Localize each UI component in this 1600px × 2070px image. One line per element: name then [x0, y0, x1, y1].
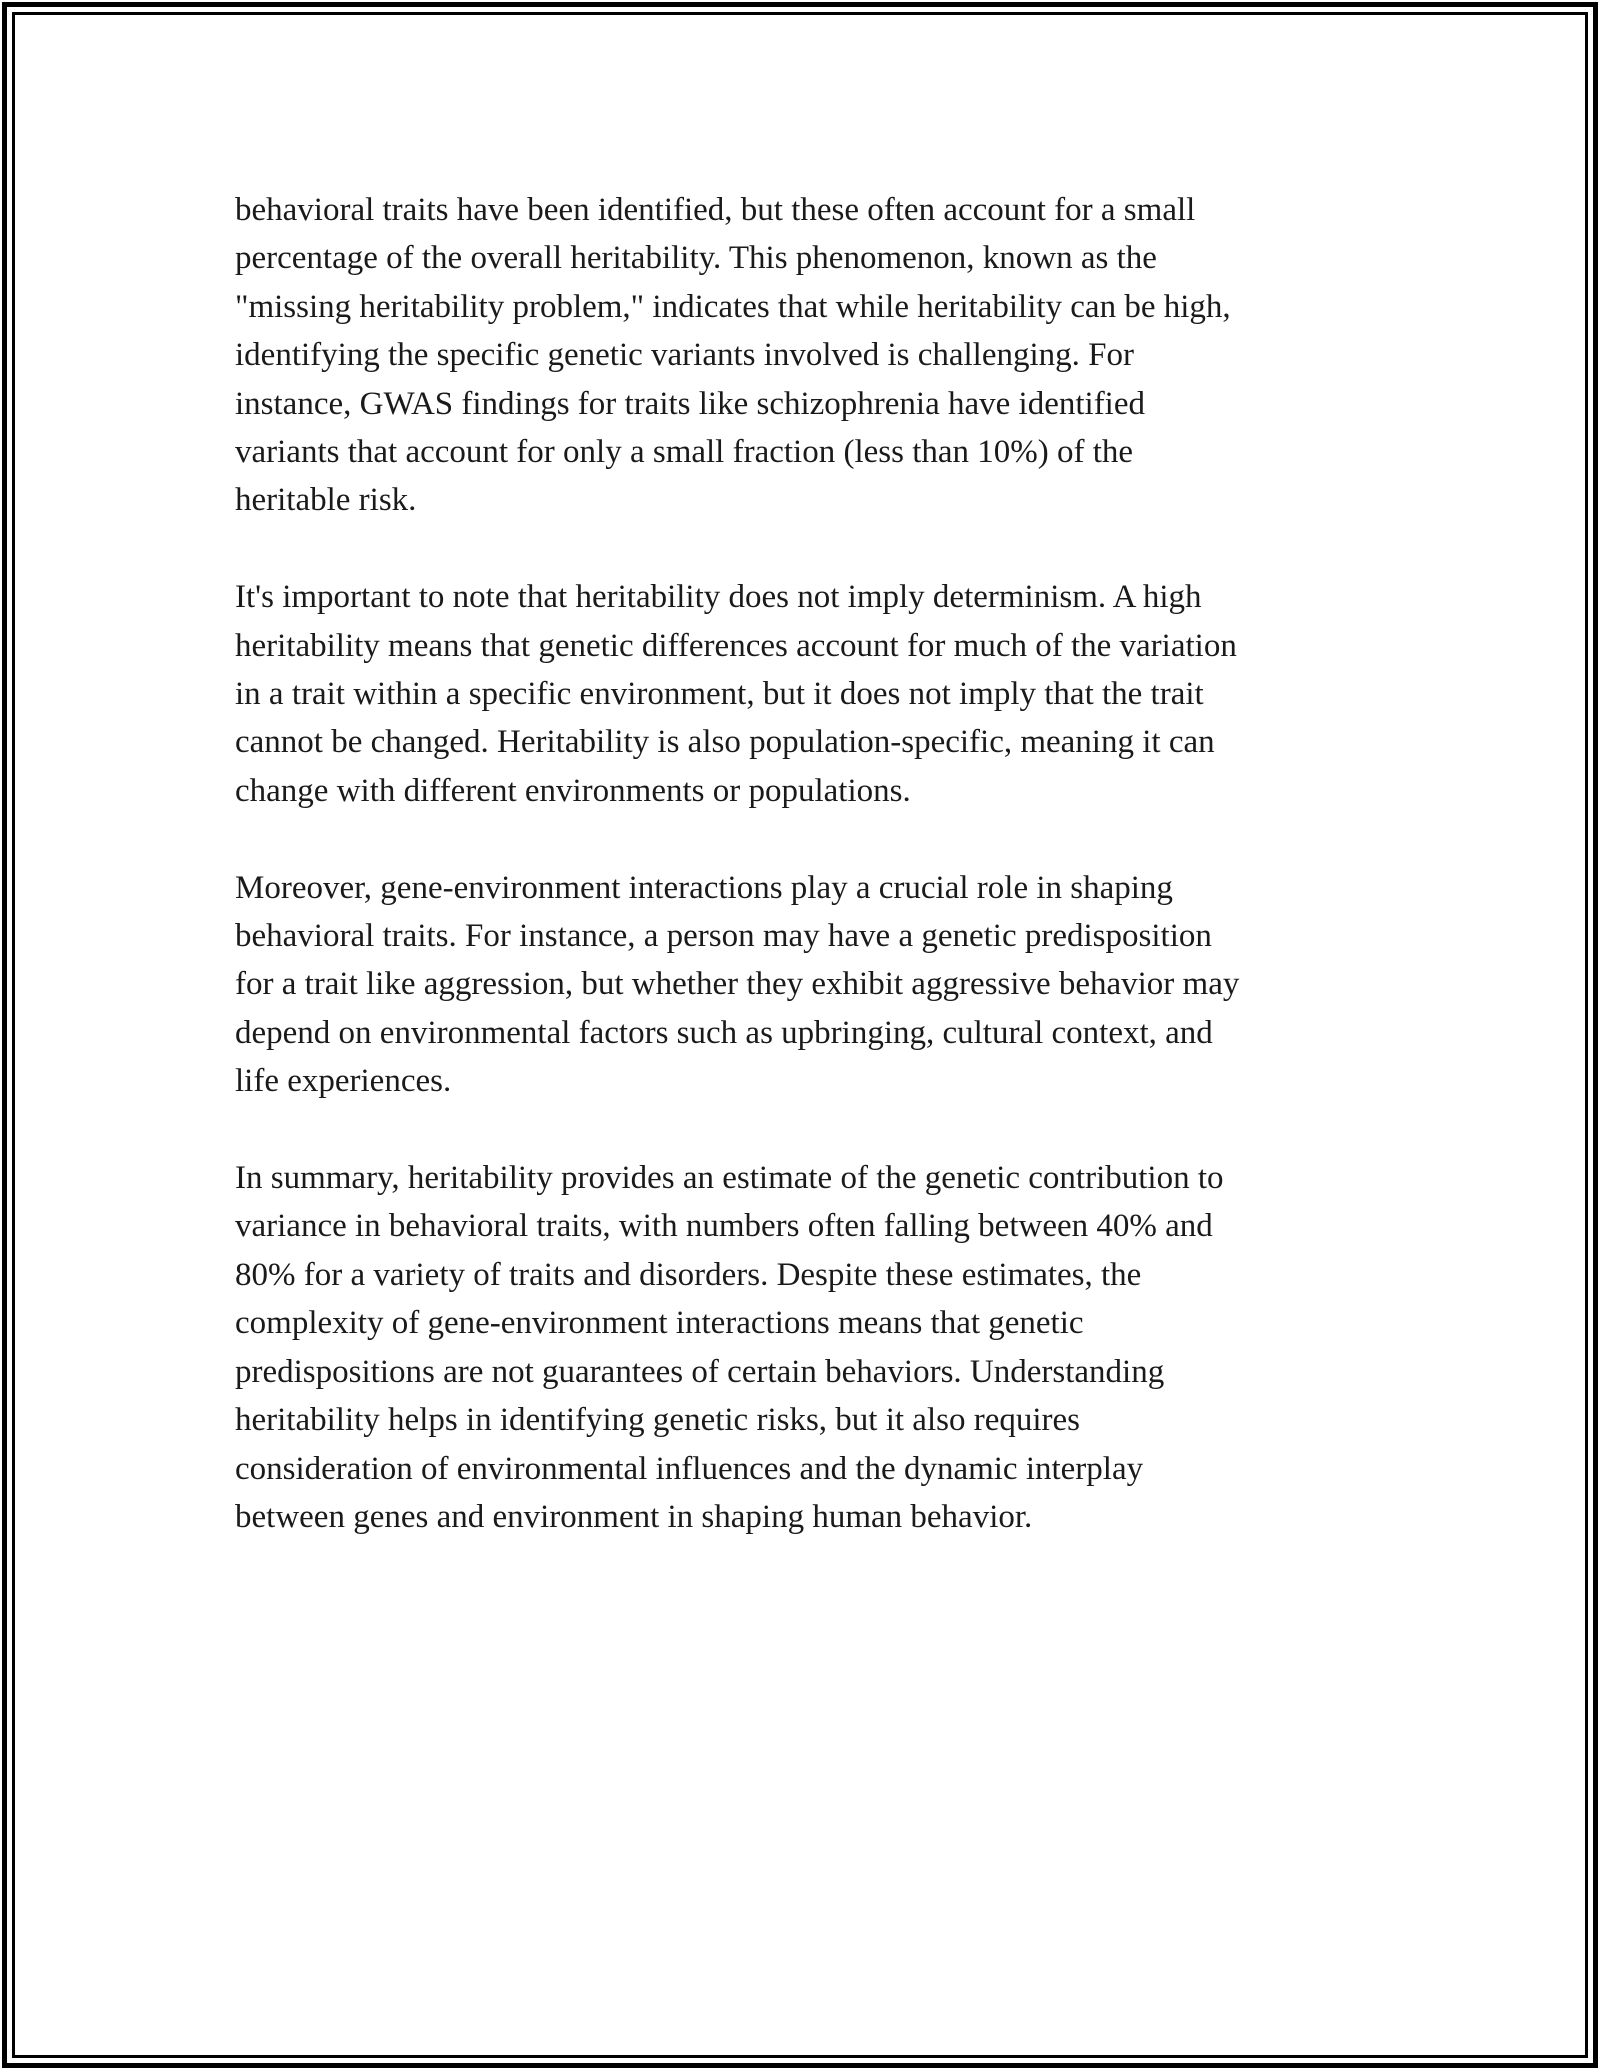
text-line: predispositions are not guarantees of certain behaviors. Understanding	[235, 1353, 1165, 1390]
text-line: In summary, heritability provides an estimate of the genetic contribution to	[235, 1160, 1224, 1197]
text-line: for a trait like aggression, but whether they exhibit aggressive behavior may	[235, 966, 1240, 1003]
text-line: It's important to note that heritability does not imply determinism. A high	[235, 579, 1202, 616]
text-line: identifying the specific genetic variants involved is challenging. For	[235, 337, 1135, 374]
text-line: life experiences.	[235, 1063, 452, 1100]
text-line: behavioral traits. For instance, a person may have a genetic predisposition	[235, 918, 1212, 955]
text-line: change with different environments or populations.	[235, 772, 911, 809]
paragraph-missing-heritability	[235, 186, 1365, 525]
text-line: 80% for a variety of traits and disorders. Despite these estimates, the	[235, 1256, 1142, 1293]
text-line: "missing heritability problem," indicates that while heritability can be high,	[235, 288, 1231, 325]
text-line: Moreover, gene-environment interactions play a crucial role in shaping	[235, 869, 1173, 906]
text-line: heritability means that genetic differences account for much of the variation	[235, 627, 1237, 664]
text-line: percentage of the overall heritability. This phenomenon, known as the	[235, 240, 1157, 277]
paragraph-determinism	[235, 573, 1365, 815]
paragraph-gene-environment	[235, 864, 1365, 1106]
text-line: instance, GWAS findings for traits like schizophrenia have identified	[235, 385, 1145, 422]
page-body	[235, 186, 1365, 1590]
text-line: between genes and environment in shaping human behavior.	[235, 1498, 1033, 1535]
text-line: complexity of gene-environment interactions means that genetic	[235, 1305, 1084, 1342]
text-line: consideration of environmental influences and the dynamic interplay	[235, 1450, 1144, 1487]
text-line: cannot be changed. Heritability is also population-specific, meaning it can	[235, 724, 1215, 761]
text-line: heritability helps in identifying genetic risks, but it also requires	[235, 1402, 1080, 1439]
paragraph-summary	[235, 1154, 1365, 1541]
text-line: depend on environmental factors such as upbringing, cultural context, and	[235, 1014, 1213, 1051]
text-line: variants that account for only a small fraction (less than 10%) of the	[235, 434, 1134, 471]
text-line: behavioral traits have been identified, but these often account for a small	[235, 192, 1196, 228]
text-line: heritable risk.	[235, 482, 417, 519]
text-line: variance in behavioral traits, with numbers often falling between 40% and	[235, 1208, 1213, 1245]
text-line: in a trait within a specific environment, but it does not imply that the trait	[235, 676, 1204, 713]
